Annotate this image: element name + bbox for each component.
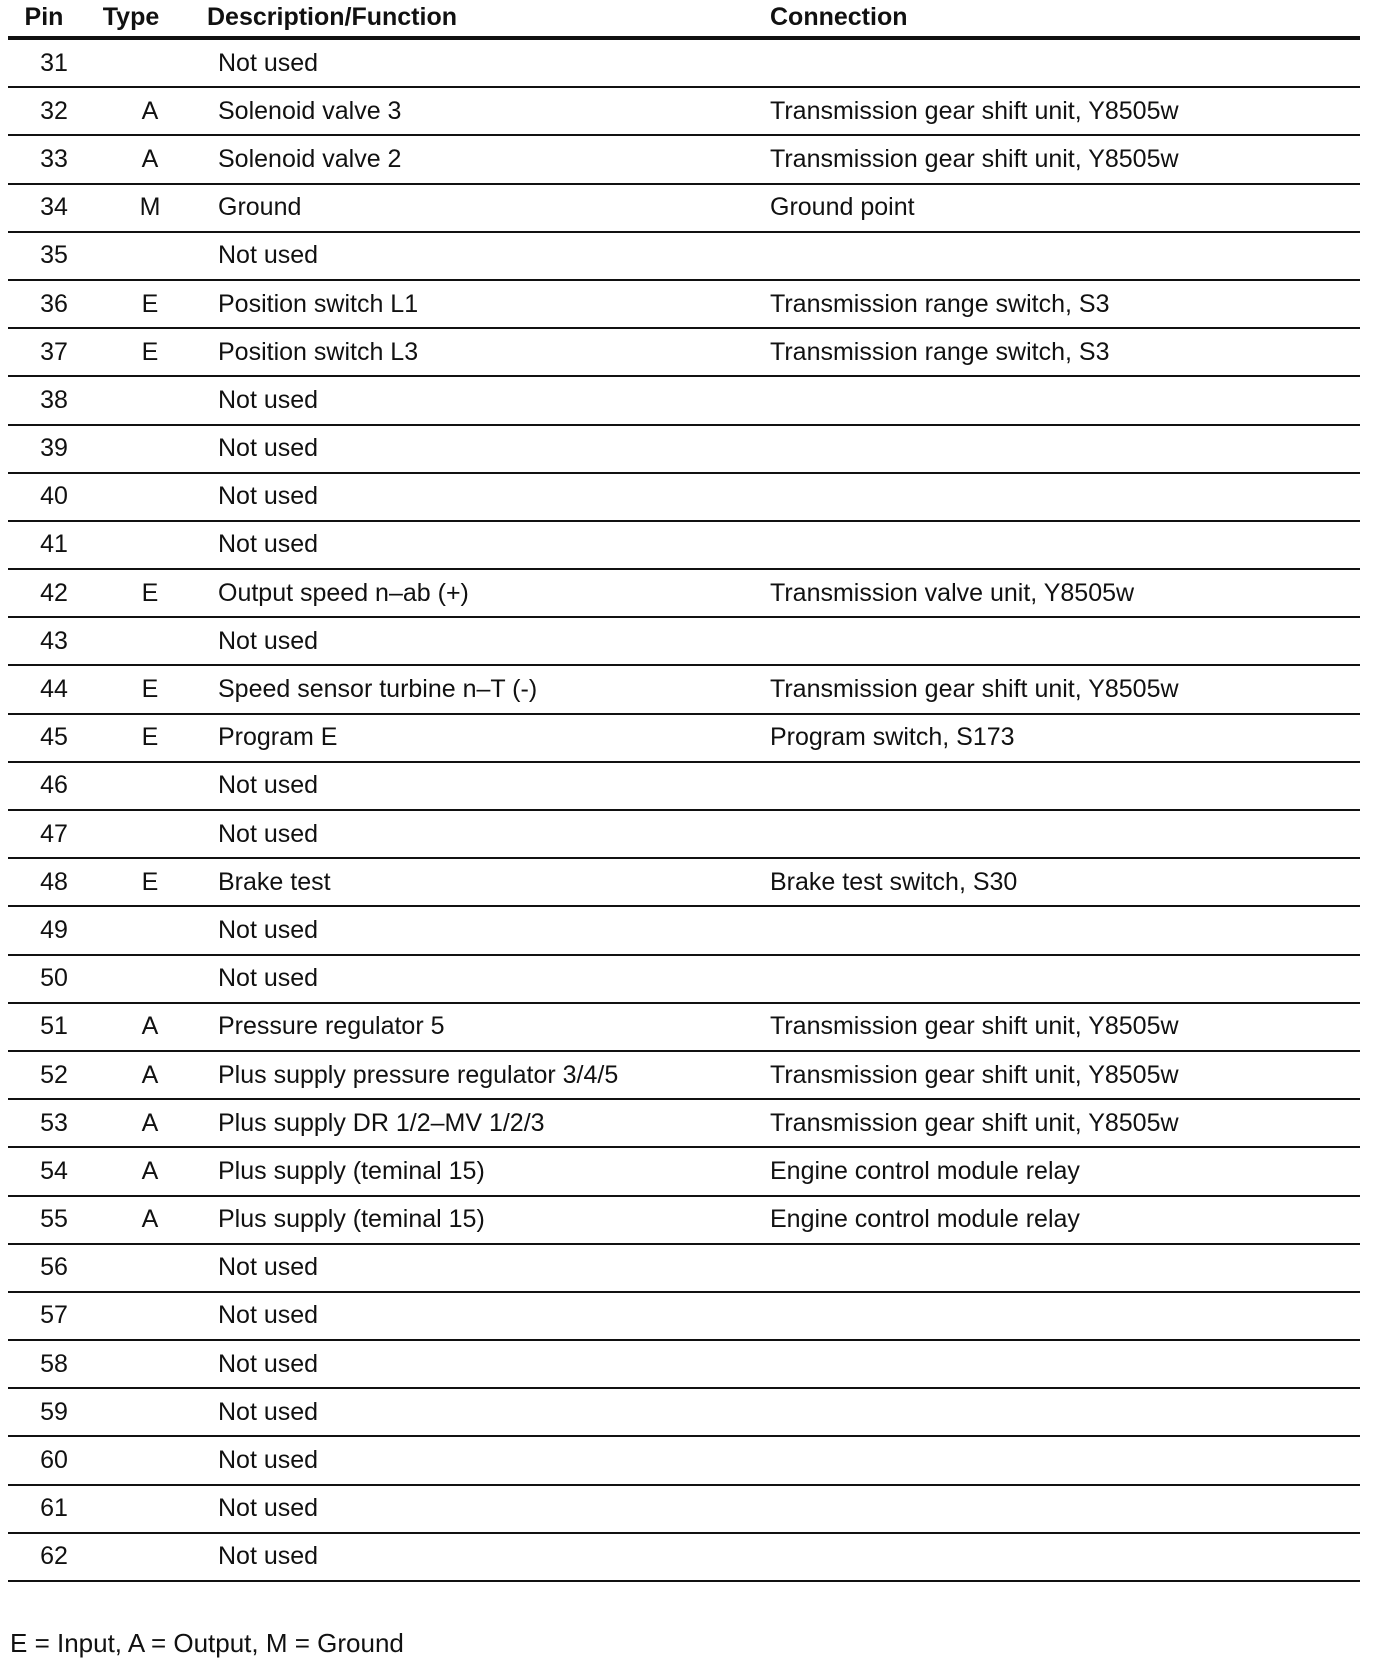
description-cell: Not used <box>218 915 319 944</box>
description-cell: Position switch L3 <box>218 337 419 366</box>
pin-cell: 34 <box>40 193 68 222</box>
connection-cell: Transmission gear shift unit, Y8505w <box>770 144 1179 173</box>
pin-cell: 48 <box>40 867 68 896</box>
description-cell: Not used <box>218 434 319 463</box>
pin-cell: 62 <box>40 1542 68 1571</box>
pin-cell: 49 <box>40 915 68 944</box>
pin-cell: 45 <box>40 723 68 752</box>
table-row <box>8 1197 1360 1245</box>
type-cell: E <box>141 578 159 607</box>
header-pin: Pin <box>24 3 64 31</box>
type-cell: A <box>141 1012 159 1041</box>
description-cell: Not used <box>218 1542 319 1571</box>
pin-cell: 57 <box>40 1301 68 1330</box>
connection-cell: Transmission gear shift unit, Y8505w <box>770 96 1179 125</box>
type-cell: E <box>141 723 159 752</box>
connection-cell: Engine control module relay <box>770 1156 1080 1185</box>
table-row <box>8 1389 1360 1437</box>
description-cell: Not used <box>218 1253 319 1282</box>
description-cell: Program E <box>218 723 338 752</box>
connection-cell: Transmission gear shift unit, Y8505w <box>770 1060 1179 1089</box>
description-cell: Not used <box>218 1349 319 1378</box>
description-cell: Output speed n–ab (+) <box>218 578 469 607</box>
table-row <box>8 907 1360 955</box>
table-header <box>8 0 1360 40</box>
description-cell: Position switch L1 <box>218 289 419 318</box>
table-row <box>8 1437 1360 1485</box>
type-cell: E <box>141 289 159 318</box>
table-row <box>8 1534 1360 1582</box>
connection-cell: Transmission gear shift unit, Y8505w <box>770 675 1179 704</box>
header-description: Description/Function <box>207 3 457 31</box>
connection-cell: Transmission range switch, S3 <box>770 289 1110 318</box>
pin-cell: 31 <box>40 48 68 77</box>
pin-cell: 33 <box>40 144 68 173</box>
table-row <box>8 859 1360 907</box>
description-cell: Not used <box>218 241 319 270</box>
table-row <box>8 666 1360 714</box>
description-cell: Ground <box>218 193 302 222</box>
table-row <box>8 956 1360 1004</box>
table-row <box>8 1148 1360 1196</box>
pin-cell: 35 <box>40 241 68 270</box>
pin-cell: 43 <box>40 626 68 655</box>
description-cell: Plus supply DR 1/2–MV 1/2/3 <box>218 1108 545 1137</box>
type-cell: A <box>141 144 159 173</box>
pin-cell: 53 <box>40 1108 68 1137</box>
table-row <box>8 377 1360 425</box>
table-row <box>8 329 1360 377</box>
table-row <box>8 1245 1360 1293</box>
type-cell: A <box>141 96 159 125</box>
connection-cell: Transmission gear shift unit, Y8505w <box>770 1108 1179 1137</box>
table-row <box>8 281 1360 329</box>
table-row <box>8 185 1360 233</box>
pin-cell: 38 <box>40 385 68 414</box>
legend-footnote: E = Input, A = Output, M = Ground <box>10 1628 404 1658</box>
connection-cell: Engine control module relay <box>770 1205 1080 1234</box>
type-cell: A <box>141 1108 159 1137</box>
connection-cell: Program switch, S173 <box>770 723 1015 752</box>
type-cell: E <box>141 675 159 704</box>
pin-cell: 42 <box>40 578 68 607</box>
description-cell: Not used <box>218 1494 319 1523</box>
description-cell: Not used <box>218 626 319 655</box>
table-row <box>8 1004 1360 1052</box>
table-body <box>8 40 1360 1582</box>
pin-cell: 41 <box>40 530 68 559</box>
pin-cell: 46 <box>40 771 68 800</box>
table-row <box>8 474 1360 522</box>
type-cell: A <box>141 1156 159 1185</box>
connection-cell: Transmission valve unit, Y8505w <box>770 578 1135 607</box>
pin-cell: 32 <box>40 96 68 125</box>
description-cell: Solenoid valve 3 <box>218 96 402 125</box>
description-cell: Not used <box>218 1397 319 1426</box>
description-cell: Plus supply (teminal 15) <box>218 1205 485 1234</box>
table-row <box>8 1100 1360 1148</box>
table-row <box>8 40 1360 88</box>
pin-cell: 59 <box>40 1397 68 1426</box>
table-row <box>8 570 1360 618</box>
connection-cell: Brake test switch, S30 <box>770 867 1018 896</box>
table-row <box>8 811 1360 859</box>
pin-table <box>8 0 1360 1582</box>
description-cell: Pressure regulator 5 <box>218 1012 445 1041</box>
pin-cell: 58 <box>40 1349 68 1378</box>
pin-cell: 61 <box>40 1494 68 1523</box>
type-cell: E <box>141 337 159 366</box>
description-cell: Not used <box>218 482 319 511</box>
table-row <box>8 763 1360 811</box>
table-row <box>8 1052 1360 1100</box>
pin-cell: 47 <box>40 819 68 848</box>
table-row <box>8 618 1360 666</box>
description-cell: Not used <box>218 771 319 800</box>
pin-cell: 50 <box>40 964 68 993</box>
connection-cell: Transmission range switch, S3 <box>770 337 1110 366</box>
header-connection: Connection <box>770 3 908 31</box>
pin-cell: 52 <box>40 1060 68 1089</box>
description-cell: Not used <box>218 48 319 77</box>
table-row <box>8 1293 1360 1341</box>
description-cell: Speed sensor turbine n–T (-) <box>218 675 538 704</box>
pin-cell: 55 <box>40 1205 68 1234</box>
description-cell: Not used <box>218 964 319 993</box>
description-cell: Plus supply pressure regulator 3/4/5 <box>218 1060 619 1089</box>
description-cell: Not used <box>218 819 319 848</box>
connection-cell: Ground point <box>770 193 915 222</box>
pin-cell: 40 <box>40 482 68 511</box>
table-row <box>8 715 1360 763</box>
table-row <box>8 88 1360 136</box>
pin-cell: 39 <box>40 434 68 463</box>
description-cell: Not used <box>218 385 319 414</box>
pin-cell: 51 <box>40 1012 68 1041</box>
pin-cell: 60 <box>40 1446 68 1475</box>
table-row <box>8 1341 1360 1389</box>
pin-cell: 37 <box>40 337 68 366</box>
pin-cell: 36 <box>40 289 68 318</box>
table-row <box>8 136 1360 184</box>
pin-cell: 54 <box>40 1156 68 1185</box>
description-cell: Solenoid valve 2 <box>218 144 402 173</box>
description-cell: Not used <box>218 1446 319 1475</box>
table-row <box>8 522 1360 570</box>
type-cell: A <box>141 1060 159 1089</box>
table-row <box>8 233 1360 281</box>
pin-cell: 56 <box>40 1253 68 1282</box>
description-cell: Brake test <box>218 867 331 896</box>
description-cell: Plus supply (teminal 15) <box>218 1156 485 1185</box>
header-type: Type <box>102 3 160 31</box>
table-row <box>8 1486 1360 1534</box>
type-cell: M <box>139 193 161 222</box>
type-cell: E <box>141 867 159 896</box>
table-row <box>8 426 1360 474</box>
connection-cell: Transmission gear shift unit, Y8505w <box>770 1012 1179 1041</box>
description-cell: Not used <box>218 530 319 559</box>
pin-cell: 44 <box>40 675 68 704</box>
type-cell: A <box>141 1205 159 1234</box>
description-cell: Not used <box>218 1301 319 1330</box>
